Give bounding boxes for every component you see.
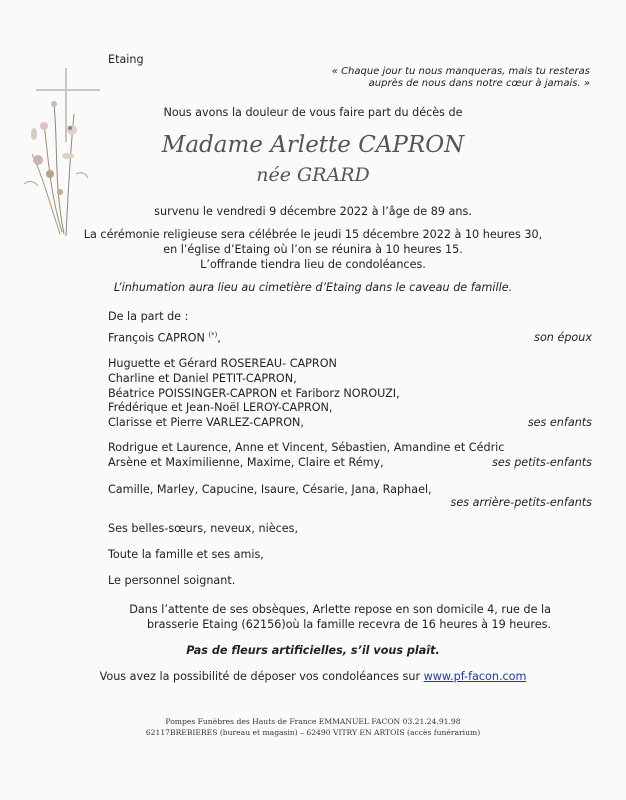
grandchildren-line-1: Rodrigue et Laurence, Anne et Vincent, Sébastien, Amandine et Cédric bbox=[108, 441, 505, 454]
condolences-text: Vous avez la possibilité de déposer vos condoléances sur bbox=[99, 670, 421, 683]
all-family: Toute la famille et ses amis, bbox=[108, 548, 264, 561]
place-name: Etaing bbox=[108, 53, 144, 66]
intro-text: Nous avons la douleur de vous faire part du décès de bbox=[163, 106, 463, 119]
condolences-link[interactable]: www.pf-facon.com bbox=[423, 670, 527, 683]
child-3: Béatrice POISSINGER-CAPRON et Fariborz NOROUZI, bbox=[108, 387, 400, 400]
great-grandchildren: Camille, Marley, Capucine, Isaure, Césarie, Jana, Raphael, bbox=[108, 483, 432, 496]
rest-line-2: brasserie Etaing (62156)où la famille recevra de 16 heures à 19 heures. bbox=[146, 618, 551, 631]
child-1: Huguette et Gérard ROSEREAU- CAPRON bbox=[108, 357, 337, 370]
grandchildren-line-2: Arsène et Maximilienne, Maxime, Claire et Rémy, bbox=[108, 456, 384, 469]
condolences-line bbox=[0, 670, 626, 683]
care-staff: Le personnel soignant. bbox=[108, 574, 236, 587]
footer-line-2: 62117BREBIERES (bureau et magasin) – 62490 VITRY EN ARTOIS (accès funérarium) bbox=[145, 728, 481, 737]
quote-line-2: auprès de nous dans notre cœur à jamais. » bbox=[368, 78, 590, 89]
child-4: Frédérique et Jean-Noël LEROY-CAPRON, bbox=[108, 401, 333, 414]
great-grandchildren-role: ses arrière-petits-enfants bbox=[450, 496, 592, 509]
rest-line-1: Dans l’attente de ses obsèques, Arlette repose en son domicile 4, rue de la bbox=[129, 603, 551, 616]
deceased-name: Madame Arlette CAPRON bbox=[161, 132, 465, 158]
children-role: ses enfants bbox=[527, 416, 592, 429]
spouse-name: François CAPRON (*), bbox=[108, 331, 221, 345]
spouse-mark: (*) bbox=[208, 331, 218, 339]
spouse-role: son époux bbox=[534, 331, 592, 344]
grandchildren-role: ses petits-enfants bbox=[492, 456, 592, 469]
inlaws: Ses belles-sœurs, neveux, nièces, bbox=[108, 522, 299, 535]
flowers-notice: Pas de fleurs artificielles, s’il vous plaît. bbox=[186, 644, 440, 657]
ceremony-line-2: en l’église d’Etaing où l’on se réunira à 10 heures 15. bbox=[163, 243, 463, 256]
maiden-name: née GRARD bbox=[256, 164, 370, 186]
burial-info: L’inhumation aura lieu au cimetière d’Etaing dans le caveau de famille. bbox=[113, 281, 513, 294]
ceremony-line-3: L’offrande tiendra lieu de condoléances. bbox=[200, 258, 426, 271]
child-2: Charline et Daniel PETIT-CAPRON, bbox=[108, 372, 297, 385]
child-5: Clarisse et Pierre VARLEZ-CAPRON, bbox=[108, 416, 304, 429]
footer-line-1: Pompes Funèbres des Hauts de France EMMANUEL FACON 03.21.24.91.98 bbox=[165, 717, 461, 726]
ceremony-line-1: La cérémonie religieuse sera célébrée le jeudi 15 décembre 2022 à 10 heures 30, bbox=[83, 228, 543, 241]
from-label: De la part de : bbox=[108, 310, 189, 323]
death-date: survenu le vendredi 9 décembre 2022 à l’âge de 89 ans. bbox=[154, 205, 472, 218]
quote-line-1: « Chaque jour tu nous manqueras, mais tu resteras bbox=[331, 66, 590, 77]
